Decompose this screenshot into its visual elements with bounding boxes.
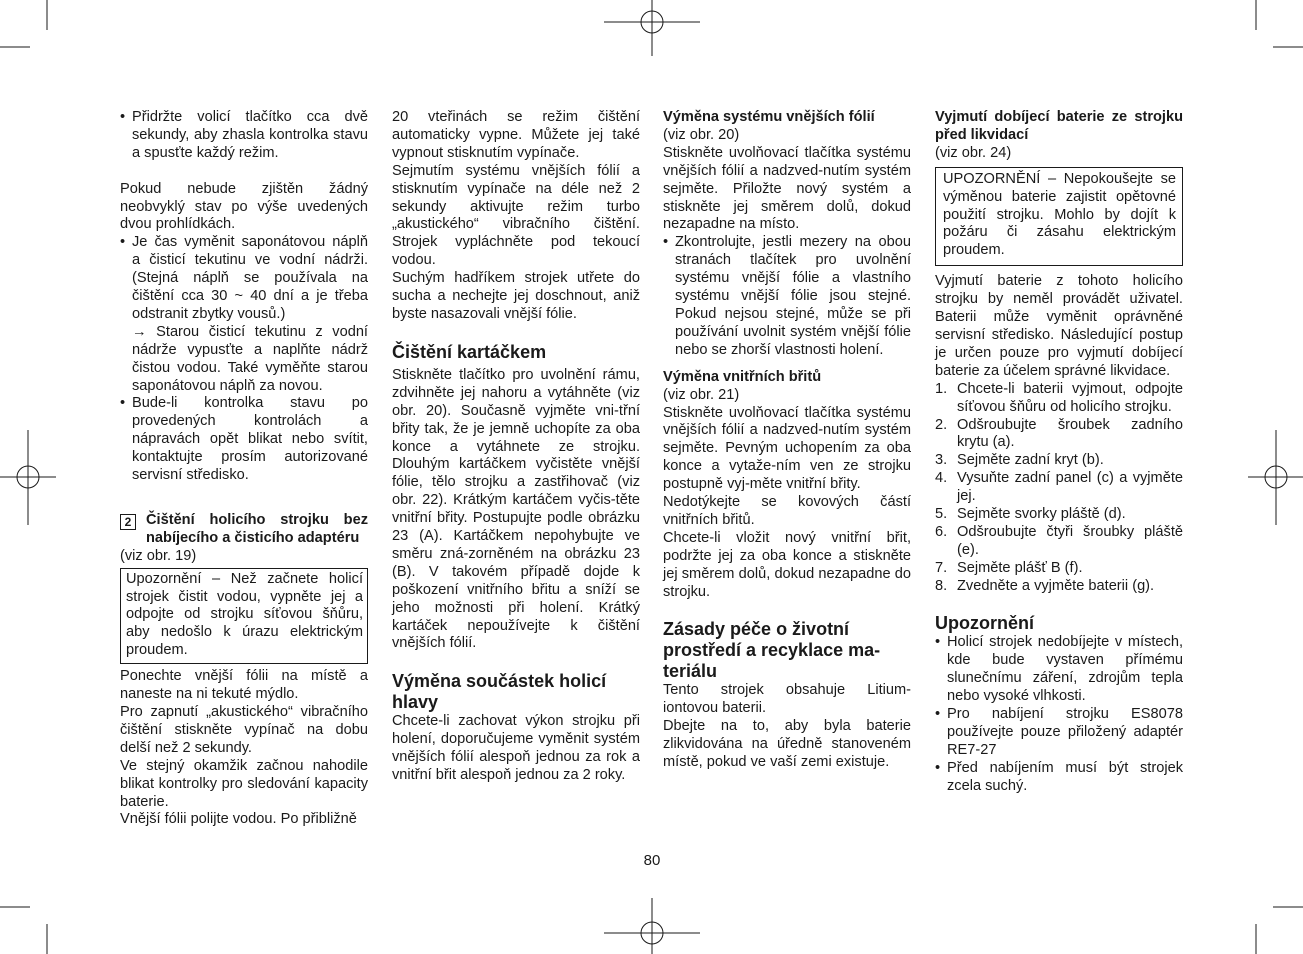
paragraph-no-touch: Nedotýkejte se kovových částí vnitřních břitů.: [663, 494, 911, 528]
figure-reference: (viz obr. 21): [663, 386, 740, 403]
warning-box: UPOZORNĚNÍ – Nepokoušejte se výměnou baterie zajistit opětovné použití strojku. Mohlo by dojít k požáru či zásahu elektrickým proudem.: [935, 167, 1183, 267]
paragraph-inner-blades: Stiskněte uvolňovací tlačítka systému vnějších fólií a nadzved-nutím systém sejměte. Pevným uchopením za oba konce a vytaže-ním ven ze strojku postupně vyj-měte vnitřní břity.: [663, 404, 911, 493]
heading-caution: Upozornění: [935, 613, 1034, 634]
figure-reference: (viz obr. 24): [935, 144, 1012, 161]
section-heading: [120, 512, 368, 548]
paragraph-no-abnormal: Pokud nebude zjištěn žádný neobvyklý stav po výše uvedených dvou prohlídkách.: [120, 180, 368, 233]
paragraph-replacement: Chcete-li zachovat výkon strojku při holení, doporučujeme vyměnit systém vnějších fólií alespoň jednou za rok a vnitřní břit alespoň jednou za 2 roky.: [392, 713, 640, 783]
paragraph-battery: Tento strojek obsahuje Litium-iontovou baterii.: [663, 682, 911, 717]
bullet-replace-cartridge: • Je čas vyměnit saponátovou náplň a čisticí tekutinu ve vodní nádrži. (Stejná náplň se používala na čištění cca 30 ~ 40 dní a je třeba odstranit zbytky vousů.): [120, 234, 368, 324]
heading-parts-replacement: Výměna součástek holicí hlavy: [392, 671, 607, 713]
heading-inner-blades: Výměna vnitřních břitů: [663, 368, 822, 385]
bullet-adapter: • Pro nabíjení strojku ES8078 používejte pouze přiložený adaptér RE7-27: [935, 706, 1183, 760]
paragraph-soap: Ponechte vnější fólii na místě a naneste na ni tekuté mýdlo.: [120, 668, 368, 703]
heading-environment: Zásady péče o životní prostředí a recyklace ma-teriálu: [663, 619, 881, 682]
figure-reference: (viz obr. 20): [663, 126, 740, 143]
warning-box: Upozornění – Než začnete holicí strojek čistit vodou, vypněte jej a odpojte od strojku síťovou šňůru, aby nedošlo k úrazu elektrickým proudem.: [120, 568, 368, 665]
paragraph-outer-foil: Stiskněte uvolňovací tlačítka systému vnějších fólií a nadzved-nutím systém sejměte. Přiložte nový systém a stiskněte jej směrem dolů, dokud nezapadne na místo.: [663, 144, 911, 233]
list-item: 8. Zvedněte a vyjměte baterii (g).: [935, 577, 1155, 594]
paragraph-indicators: Ve stejný okamžik začnou nahodile blikat kontrolky pro sledování kapacity baterie.: [120, 757, 368, 810]
paragraph-disposal: Dbejte na to, aby byla baterie zlikvidována na úředně stanoveném místě, pokud ve vaší zemi existuje.: [663, 718, 911, 770]
paragraph-insert-blade: Chcete-li vložit nový vnitřní břit, podržte jej za oba konce a stiskněte jej směrem dolů, dokud nezapadne do strojku.: [663, 529, 911, 600]
figure-reference: (viz obr. 19): [120, 547, 197, 564]
arrow-instruction: → Starou čisticí tekutinu z vodní nádrže vypusťte a naplňte nádrž čistou vodou. Také vyměňte starou saponátovou náplň za novou.: [132, 323, 368, 394]
list-item: 1. Chcete-li baterii vyjmout, odpojte síťovou šňůru od holicího strojku.: [935, 380, 1183, 415]
bullet-check-gaps: • Zkontrolujte, jestli mezery na obou stranách tlačítek pro uvolnění systému vnější fólie a vlastního systému vnější fólie jsou stejné. Pokud nejsou stejné, může se při používání uvolnit systém vnější fólie nebo se zhorší vlastnosti holení.: [663, 234, 911, 359]
bullet-dry-before: • Před nabíjením musí být strojek zcela suchý.: [935, 760, 1183, 796]
list-item: 7. Sejměte plášť B (f).: [935, 559, 1083, 576]
removal-steps-list: [935, 381, 1183, 596]
paragraph-acoustic: Pro zapnutí „akustického“ vibračního čištění stiskněte vypínač na dobu delší než 2 sekundy.: [120, 703, 368, 756]
section-number-badge: 2: [120, 514, 136, 530]
list-item: 5. Sejměte svorky pláště (d).: [935, 506, 1126, 523]
column-2: [392, 109, 640, 785]
paragraph-dry: Suchým hadříkem strojek utřete do sucha a nechejte jej doschnout, aniž byste nasazovali vnější fólie.: [392, 270, 640, 322]
paragraph-auto-off: 20 vteřinách se režim čištění automaticky vypne. Můžete jej také vypnout stisknutím vypínače.: [392, 109, 640, 161]
column-3: [663, 109, 911, 772]
bullet-contact-service: • Bude-li kontrolka stavu po provedených kontrolách a nápravách opět blikat nebo svítit, kontaktujte prosím autorizované servisní středisko.: [120, 395, 368, 485]
paragraph-brush: Stiskněte tlačítko pro uvolnění rámu, zdvihněte jej nahoru a vytáhněte (viz obr. 20). Současně vyjměte vni-třní břity tak, že je jemně uchopíte za oba konce a vytáhnete ze strojku. Dlouhým kartáčkem vyčistěte vnější fólie, tělo strojku a zastřihovač (viz obr. 22). Krátkým kartáčem vyčis-těte vnitřní břity. Postupujte podle obrázku 23 (A). Kartáčkem nepohybujte ve směru zná-zorněném na obrázku 23 (B). V takovém případě dojde k poškození vnitřního břitu a sníží se jeho možnosti při holení. Krátký kartáček nepoužívejte k čištění vnějších fólií.: [392, 366, 640, 652]
paragraph-removal-info: Vyjmutí baterie z tohoto holicího strojku by neměl provádět uživatel. Baterii může vyměnit oprávněné servisní středisko. Následující postup je určen pouze pro vyjmutí dobíjecí baterie za účelem správné likvidace.: [935, 273, 1183, 379]
paragraph-turbo: Sejmutím systému vnějších fólií a stisknutím vypínače na déle než 2 sekundy aktivujte režim turbo „akustického“ vibračního čištění. Strojek vypláchněte pod tekoucí vodou.: [392, 162, 640, 269]
paragraph-rinse: Vnější fólii polijte vodou. Po přibližně: [120, 811, 357, 828]
heading-battery-removal: Vyjmutí dobíjecí baterie ze strojku před likvidací: [935, 109, 1183, 143]
section-title: Čištění holicího strojku bez nabíjecího a čisticího adaptéru: [146, 511, 368, 546]
list-item: 6. Odšroubujte čtyři šroubky pláště (e).: [935, 523, 1183, 558]
bullet-hold-button: • Přidržte volicí tlačítko cca dvě sekundy, aby zhasla kontrolka stavu a spusťte každý režim.: [120, 109, 368, 163]
column-1: [120, 109, 368, 829]
bullet-no-charge-sun: • Holicí strojek nedobíjejte v místech, kde bude vystaven přímému slunečnímu záření, zdrojům tepla nebo vysoké vlhkosti.: [935, 634, 1183, 706]
list-item: 3. Sejměte zadní kryt (b).: [935, 452, 1104, 469]
column-4: [935, 109, 1183, 796]
heading-outer-foil: Výměna systému vnějších fólií: [663, 109, 875, 125]
list-item: 2. Odšroubujte šroubek zadního krytu (a).: [935, 416, 1183, 451]
list-item: 4. Vysuňte zadní panel (c) a vyjměte jej.: [935, 470, 1183, 505]
heading-brush-cleaning: Čištění kartáčkem: [392, 341, 547, 362]
page-number: 80: [643, 852, 661, 869]
